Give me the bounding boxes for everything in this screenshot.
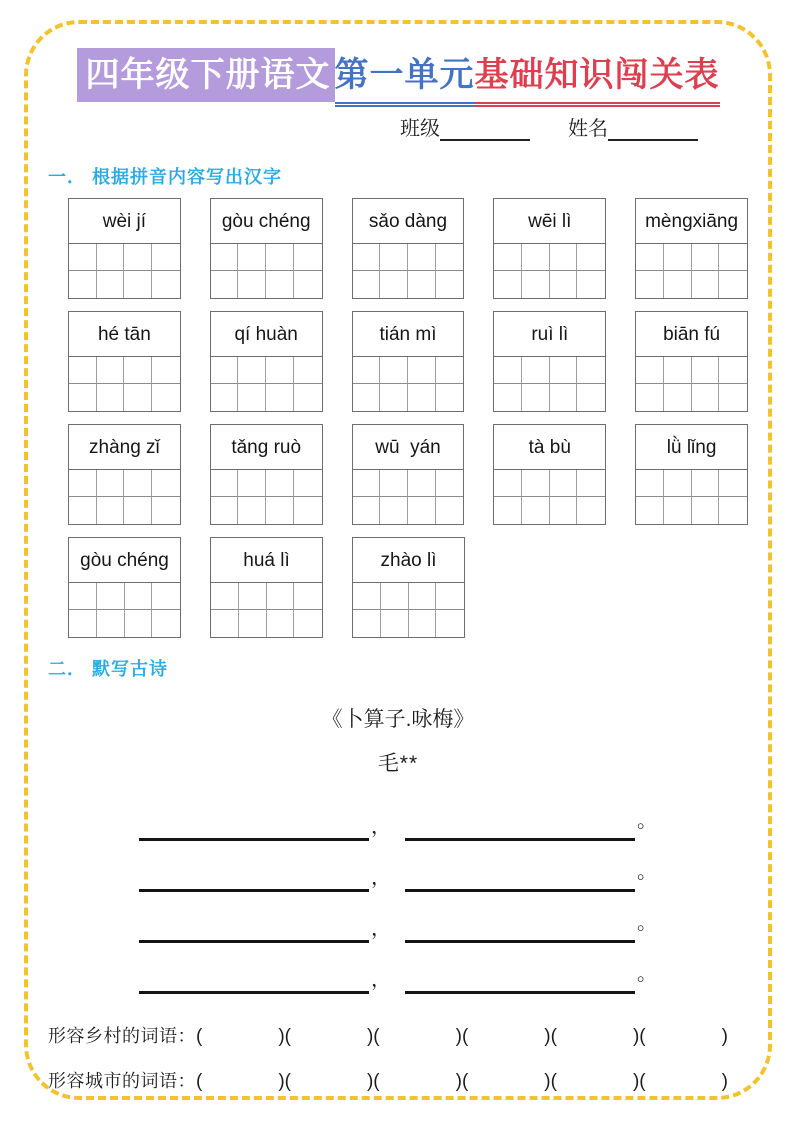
writing-cell (409, 583, 437, 610)
comma-mark: ， (371, 969, 391, 991)
writing-cell (408, 384, 436, 411)
writing-cell (97, 470, 125, 497)
writing-cell (69, 357, 97, 384)
writing-cell (494, 497, 522, 524)
pinyin-label: lǜ lǐng (636, 425, 747, 470)
writing-cell (124, 244, 152, 271)
writing-cell (380, 244, 408, 271)
writing-cell (69, 271, 97, 298)
writing-cell (267, 610, 295, 637)
writing-cell (124, 470, 152, 497)
writing-cell (266, 271, 294, 298)
poem-title: 《卜算子.咏梅》 (321, 708, 475, 731)
paren-blanks: ( )( )( )( )( )( ) (196, 1026, 728, 1047)
writing-cell (294, 610, 322, 637)
poem-author: 毛** (377, 752, 419, 775)
writing-cell (238, 384, 266, 411)
writing-cell (522, 271, 550, 298)
writing-cell (211, 497, 239, 524)
writing-cell (69, 384, 97, 411)
writing-cell (436, 497, 464, 524)
writing-cell (211, 357, 239, 384)
pinyin-label: zhàng zǐ (69, 425, 180, 470)
writing-cell (69, 583, 97, 610)
section1-heading: 一． 根据拼音内容写出汉字 (48, 167, 282, 187)
name-blank-line (608, 119, 698, 141)
pinyin-block (68, 537, 181, 638)
writing-cell (69, 610, 97, 637)
writing-cell (152, 610, 180, 637)
writing-grid (353, 244, 464, 298)
writing-cell (522, 244, 550, 271)
writing-cell (550, 357, 578, 384)
writing-cell (353, 244, 381, 271)
pinyin-label: qí huàn (211, 312, 322, 357)
writing-cell (550, 244, 578, 271)
writing-cell (636, 357, 664, 384)
pinyin-grid (68, 198, 748, 638)
city-words-row (48, 1066, 748, 1092)
writing-cell (380, 357, 408, 384)
writing-cell (719, 470, 747, 497)
writing-cell (408, 271, 436, 298)
paren-blanks: ( )( )( )( )( )( ) (196, 1071, 728, 1092)
class-label: 班级 (400, 118, 440, 140)
writing-grid (494, 244, 605, 298)
writing-cell (577, 271, 605, 298)
writing-cell (408, 497, 436, 524)
writing-cell (636, 497, 664, 524)
class-field (400, 112, 530, 141)
writing-cell (381, 583, 409, 610)
period-mark: 。 (637, 912, 657, 934)
section2-heading: 二． 默写古诗 (48, 659, 169, 679)
pinyin-label: zhào lì (353, 538, 464, 583)
pinyin-row (68, 424, 748, 525)
pinyin-label: ruì lì (494, 312, 605, 357)
worksheet-content (48, 0, 748, 1111)
answer-blank (405, 921, 635, 943)
answer-blank (139, 972, 369, 994)
writing-cell (550, 384, 578, 411)
writing-cell (636, 470, 664, 497)
writing-cell (353, 497, 381, 524)
writing-cell (211, 610, 239, 637)
pinyin-block (493, 198, 606, 299)
writing-cell (97, 497, 125, 524)
writing-cell (408, 244, 436, 271)
writing-cell (125, 610, 153, 637)
writing-cell (97, 384, 125, 411)
writing-cell (152, 497, 180, 524)
writing-cell (152, 583, 180, 610)
pinyin-label: tǎng ruò (211, 425, 322, 470)
writing-cell (494, 357, 522, 384)
writing-cell (239, 610, 267, 637)
pinyin-label: tián mì (353, 312, 464, 357)
pinyin-block (210, 537, 323, 638)
pinyin-label: gòu chéng (69, 538, 180, 583)
pinyin-label: wēi lì (494, 199, 605, 244)
word-row-label: 形容城市的词语： (48, 1071, 196, 1091)
writing-cell (211, 470, 239, 497)
writing-cell (294, 583, 322, 610)
writing-cell (381, 610, 409, 637)
writing-cell (692, 357, 720, 384)
writing-cell (125, 583, 153, 610)
writing-cell (294, 384, 322, 411)
answer-blank (405, 870, 635, 892)
pinyin-row (68, 537, 748, 638)
pinyin-block (635, 424, 748, 525)
writing-cell (550, 271, 578, 298)
writing-cell (719, 384, 747, 411)
word-list-rows (48, 1021, 748, 1092)
writing-cell (353, 271, 381, 298)
answer-blank (405, 972, 635, 994)
writing-cell (494, 470, 522, 497)
writing-cell (97, 583, 125, 610)
pinyin-label: sǎo dàng (353, 199, 464, 244)
writing-cell (266, 384, 294, 411)
writing-grid (353, 583, 464, 637)
writing-cell (97, 357, 125, 384)
writing-cell (124, 384, 152, 411)
writing-cell (522, 357, 550, 384)
writing-cell (494, 244, 522, 271)
writing-grid (636, 470, 747, 524)
pinyin-block (352, 198, 465, 299)
writing-grid (211, 470, 322, 524)
writing-grid (636, 244, 747, 298)
period-mark: 。 (637, 963, 657, 985)
writing-cell (692, 384, 720, 411)
writing-cell (380, 470, 408, 497)
writing-cell (124, 271, 152, 298)
writing-cell (211, 271, 239, 298)
writing-grid (636, 357, 747, 411)
writing-grid (353, 470, 464, 524)
writing-cell (353, 583, 381, 610)
page-title (48, 47, 748, 96)
writing-cell (353, 384, 381, 411)
answer-blank (139, 819, 369, 841)
pinyin-block (352, 311, 465, 412)
writing-cell (266, 357, 294, 384)
writing-cell (577, 470, 605, 497)
pinyin-block (210, 198, 323, 299)
writing-cell (719, 357, 747, 384)
rural-words-row (48, 1021, 748, 1047)
answer-blank (405, 819, 635, 841)
poem-line (48, 861, 748, 892)
pinyin-label: tà bù (494, 425, 605, 470)
writing-cell (294, 357, 322, 384)
writing-cell (97, 610, 125, 637)
writing-grid (69, 244, 180, 298)
writing-cell (294, 470, 322, 497)
writing-cell (636, 271, 664, 298)
writing-cell (238, 271, 266, 298)
writing-cell (494, 271, 522, 298)
writing-cell (550, 470, 578, 497)
pinyin-label: wèi jí (69, 199, 180, 244)
writing-cell (522, 470, 550, 497)
writing-cell (266, 497, 294, 524)
writing-cell (436, 610, 464, 637)
writing-cell (380, 271, 408, 298)
writing-cell (577, 384, 605, 411)
writing-cell (239, 583, 267, 610)
writing-cell (408, 470, 436, 497)
poem-line (48, 963, 748, 994)
writing-cell (436, 470, 464, 497)
writing-cell (152, 384, 180, 411)
pinyin-block (352, 537, 465, 638)
writing-cell (69, 244, 97, 271)
writing-cell (719, 244, 747, 271)
writing-cell (238, 357, 266, 384)
writing-cell (664, 384, 692, 411)
comma-mark: ， (371, 867, 391, 889)
writing-cell (664, 244, 692, 271)
writing-cell (522, 384, 550, 411)
writing-cell (152, 470, 180, 497)
writing-cell (636, 384, 664, 411)
pinyin-block (635, 311, 748, 412)
writing-cell (436, 244, 464, 271)
writing-grid (211, 357, 322, 411)
writing-cell (436, 357, 464, 384)
writing-cell (211, 384, 239, 411)
name-label: 姓名 (568, 118, 608, 140)
writing-cell (436, 583, 464, 610)
comma-mark: ， (371, 918, 391, 940)
writing-cell (522, 497, 550, 524)
pinyin-block (352, 424, 465, 525)
writing-grid (494, 470, 605, 524)
writing-cell (719, 271, 747, 298)
title-unit: 第一单元 (335, 48, 475, 107)
writing-cell (408, 357, 436, 384)
writing-cell (692, 271, 720, 298)
writing-cell (97, 244, 125, 271)
student-info-row (48, 112, 748, 141)
writing-cell (409, 610, 437, 637)
pinyin-block (68, 311, 181, 412)
writing-cell (294, 497, 322, 524)
writing-cell (238, 497, 266, 524)
comma-mark: ， (371, 816, 391, 838)
writing-grid (69, 470, 180, 524)
writing-cell (353, 470, 381, 497)
answer-blank (139, 870, 369, 892)
poem-line (48, 912, 748, 943)
writing-cell (238, 244, 266, 271)
writing-cell (211, 583, 239, 610)
writing-cell (719, 497, 747, 524)
poem-answer-lines (48, 810, 748, 994)
writing-cell (577, 244, 605, 271)
word-row-label: 形容乡村的词语： (48, 1026, 196, 1046)
name-field (568, 112, 698, 141)
writing-cell (238, 470, 266, 497)
pinyin-label: gòu chéng (211, 199, 322, 244)
writing-cell (692, 244, 720, 271)
writing-cell (152, 271, 180, 298)
writing-cell (294, 244, 322, 271)
writing-grid (69, 583, 180, 637)
writing-cell (211, 244, 239, 271)
pinyin-block (210, 424, 323, 525)
writing-cell (380, 497, 408, 524)
writing-cell (692, 497, 720, 524)
writing-cell (69, 497, 97, 524)
writing-cell (124, 357, 152, 384)
pinyin-label: wū yán (353, 425, 464, 470)
pinyin-block (68, 198, 181, 299)
class-blank-line (440, 119, 530, 141)
period-mark: 。 (637, 861, 657, 883)
writing-grid (353, 357, 464, 411)
writing-cell (294, 271, 322, 298)
writing-cell (69, 470, 97, 497)
writing-grid (69, 357, 180, 411)
writing-cell (436, 384, 464, 411)
writing-cell (266, 244, 294, 271)
writing-cell (664, 470, 692, 497)
writing-cell (152, 244, 180, 271)
pinyin-block (635, 198, 748, 299)
pinyin-block (493, 311, 606, 412)
writing-cell (664, 271, 692, 298)
pinyin-row (68, 198, 748, 299)
writing-cell (380, 384, 408, 411)
pinyin-label: hé tān (69, 312, 180, 357)
writing-cell (664, 357, 692, 384)
pinyin-label: huá lì (211, 538, 322, 583)
writing-cell (550, 497, 578, 524)
writing-cell (97, 271, 125, 298)
pinyin-block (493, 424, 606, 525)
writing-cell (353, 610, 381, 637)
pinyin-block (210, 311, 323, 412)
writing-cell (124, 497, 152, 524)
writing-cell (266, 470, 294, 497)
writing-cell (577, 497, 605, 524)
writing-grid (211, 583, 322, 637)
pinyin-block (68, 424, 181, 525)
pinyin-label: biān fú (636, 312, 747, 357)
writing-cell (494, 384, 522, 411)
poem-line (48, 810, 748, 841)
title-topic: 基础知识闯关表 (475, 48, 720, 107)
title-grade-highlight: 四年级下册语文 (77, 48, 335, 102)
answer-blank (139, 921, 369, 943)
writing-grid (211, 244, 322, 298)
writing-cell (692, 470, 720, 497)
writing-cell (152, 357, 180, 384)
pinyin-row (68, 311, 748, 412)
writing-cell (664, 497, 692, 524)
writing-cell (636, 244, 664, 271)
writing-grid (494, 357, 605, 411)
period-mark: 。 (637, 810, 657, 832)
writing-cell (353, 357, 381, 384)
writing-cell (577, 357, 605, 384)
writing-cell (267, 583, 295, 610)
writing-cell (436, 271, 464, 298)
pinyin-label: mèngxiāng (636, 199, 747, 244)
